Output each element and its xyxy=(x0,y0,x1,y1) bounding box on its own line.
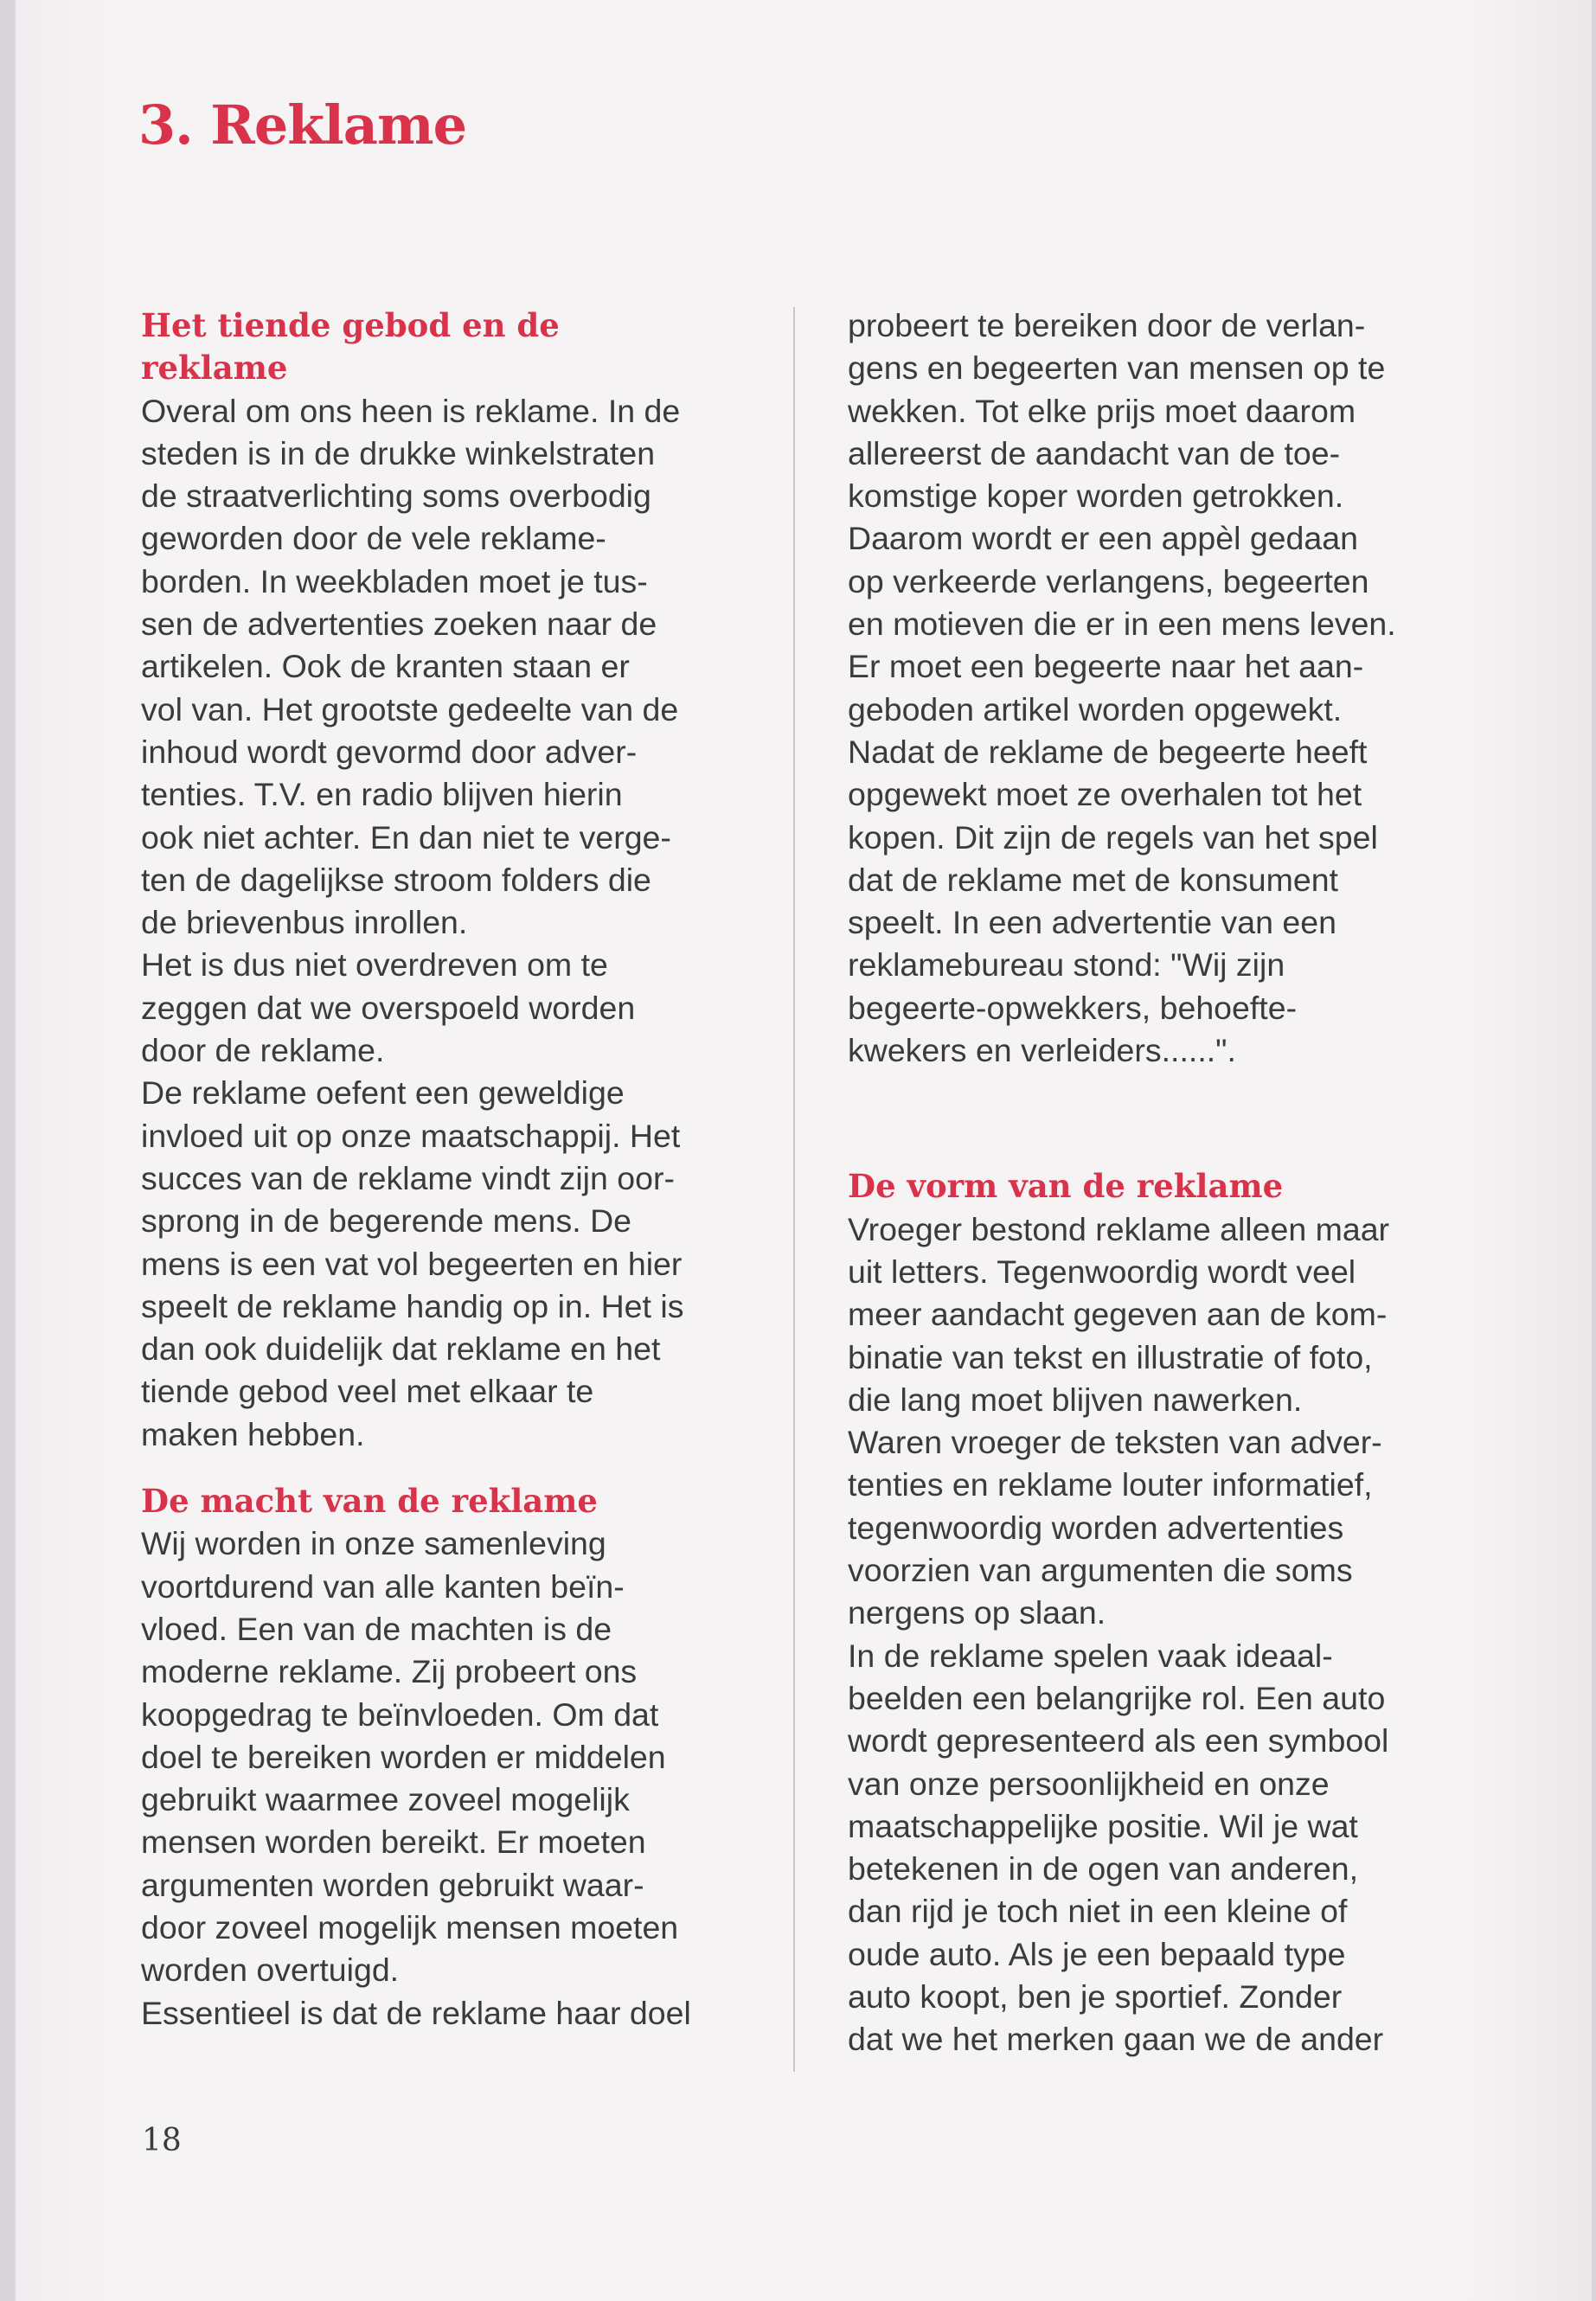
text-line: worden overtuigd. xyxy=(141,1952,400,1989)
text-line: dat we het merken gaan we de ander xyxy=(848,2021,1384,2058)
text-line: argumenten worden gebruikt waar- xyxy=(141,1866,644,1903)
text-line: mensen worden bereikt. Er moeten xyxy=(141,1823,646,1861)
section-body-vorm xyxy=(848,1208,1492,2061)
text-line: betekenen in de ogen van anderen, xyxy=(848,1850,1359,1888)
text-line: beelden een belangrijke rol. Een auto xyxy=(848,1679,1386,1716)
text-line: dan rijd je toch niet in een kleine of xyxy=(848,1893,1348,1930)
left-column xyxy=(141,304,779,2035)
text-line: uit letters. Tegenwoordig wordt veel xyxy=(848,1253,1356,1290)
text-line: die lang moet blijven nawerken. xyxy=(848,1381,1303,1418)
section-heading-vorm: De vorm van de reklame xyxy=(848,1167,1284,1206)
text-line: en motieven die er in een mens leven. xyxy=(848,606,1396,643)
section-body-tiende-gebod xyxy=(141,390,779,1456)
text-line: geboden artikel worden opgewekt. xyxy=(848,690,1343,727)
text-line: speelt de reklame handig op in. Het is xyxy=(141,1287,684,1324)
text-line: borden. In weekbladen moet je tus- xyxy=(141,562,648,599)
text-line: allereerst de aandacht van de toe- xyxy=(848,434,1341,471)
text-line: speelt. In een advertentie van een xyxy=(848,904,1336,941)
text-line: opgewekt moet ze overhalen tot het xyxy=(848,776,1362,813)
text-line: tiende gebod veel met elkaar te xyxy=(141,1373,594,1410)
heading-line: Het tiende gebod en de xyxy=(141,306,560,344)
chapter-title: 3. Reklame xyxy=(138,93,467,157)
text-line: komstige koper worden getrokken. xyxy=(848,478,1344,515)
text-line: Vroeger bestond reklame alleen maar xyxy=(848,1210,1390,1247)
text-line: steden is in de drukke winkelstraten xyxy=(141,434,656,471)
text-line: Daarom wordt er een appèl gedaan xyxy=(848,520,1358,557)
text-line: meer aandacht gegeven aan de kom- xyxy=(848,1296,1388,1333)
text-line: dat de reklame met de konsument xyxy=(848,861,1338,898)
section-body-macht-continued xyxy=(848,304,1492,1072)
text-line: voortdurend van alle kanten beïn- xyxy=(141,1567,625,1605)
page-number: 18 xyxy=(142,2123,182,2158)
section-spacer xyxy=(141,1456,779,1480)
text-line: zeggen dat we overspoeld worden xyxy=(141,989,636,1026)
text-line: auto koopt, ben je sportief. Zonder xyxy=(848,1977,1343,2015)
text-line: Overal om ons heen is reklame. In de xyxy=(141,392,681,429)
text-line: wekken. Tot elke prijs moet daarom xyxy=(848,392,1356,429)
text-line: binatie van tekst en illustratie of foto, xyxy=(848,1338,1373,1375)
text-line: Het is dus niet overdreven om te xyxy=(141,946,608,984)
text-line: de straatverlichting soms overbodig xyxy=(141,478,651,515)
text-line: door de reklame. xyxy=(141,1032,385,1069)
book-page xyxy=(16,0,1592,2301)
text-line: Waren vroeger de teksten van adver- xyxy=(848,1424,1382,1461)
text-line: artikelen. Ook de kranten staan er xyxy=(141,648,630,685)
text-line: ten de dagelijkse stroom folders die xyxy=(141,861,651,898)
text-line: voorzien van argumenten die soms xyxy=(848,1552,1353,1589)
text-line: De reklame oefent een geweldige xyxy=(141,1074,625,1112)
text-line: kopen. Dit zijn de regels van het spel xyxy=(848,818,1378,856)
text-line: Nadat de reklame de begeerte heeft xyxy=(848,733,1368,770)
text-line: vol van. Het grootste gedeelte van de xyxy=(141,690,679,727)
text-line: sen de advertenties zoeken naar de xyxy=(141,606,657,643)
section-spacer xyxy=(848,1072,1492,1165)
text-line: kwekers en verleiders......". xyxy=(848,1032,1236,1069)
text-line: op verkeerde verlangens, begeerten xyxy=(848,562,1369,599)
column-divider xyxy=(793,307,795,2072)
text-line: de brievenbus inrollen. xyxy=(141,904,468,941)
text-line: dan ook duidelijk dat reklame en het xyxy=(141,1330,661,1368)
text-line: Er moet een begeerte naar het aan- xyxy=(848,648,1364,685)
text-line: invloed uit op onze maatschappij. Het xyxy=(141,1117,681,1154)
text-line: inhoud wordt gevormd door adver- xyxy=(141,733,638,770)
text-line: gens en begeerten van mensen op te xyxy=(848,349,1386,387)
text-line: geworden door de vele reklame- xyxy=(141,520,606,557)
section-heading-macht: De macht van de reklame xyxy=(141,1482,598,1521)
text-line: door zoveel mogelijk mensen moeten xyxy=(141,1908,679,1945)
text-line: tenties. T.V. en radio blijven hierin xyxy=(141,776,623,813)
text-line: koopgedrag te beïnvloeden. Om dat xyxy=(141,1695,659,1733)
right-column xyxy=(848,304,1492,2061)
heading-line: reklame xyxy=(141,349,288,388)
text-line: oude auto. Als je een bepaald type xyxy=(848,1935,1346,1972)
text-line: wordt gepresenteerd als een symbool xyxy=(848,1722,1389,1759)
text-line: vloed. Een van de machten is de xyxy=(141,1610,612,1647)
text-line: maken hebben. xyxy=(141,1415,365,1452)
text-line: begeerte-opwekkers, behoefte- xyxy=(848,989,1298,1026)
text-line: In de reklame spelen vaak ideaal- xyxy=(848,1637,1333,1674)
text-line: Wij worden in onze samenleving xyxy=(141,1525,606,1562)
text-line: sprong in de begerende mens. De xyxy=(141,1202,632,1240)
text-line: nergens op slaan. xyxy=(848,1594,1106,1631)
text-line: gebruikt waarmee zoveel mogelijk xyxy=(141,1781,630,1818)
text-line: moderne reklame. Zij probeert ons xyxy=(141,1653,638,1690)
text-line: probeert te bereiken door de verlan- xyxy=(848,307,1366,343)
text-line: maatschappelijke positie. Wil je wat xyxy=(848,1807,1358,1844)
text-line: succes van de reklame vindt zijn oor- xyxy=(141,1159,675,1196)
section-body-macht xyxy=(141,1522,779,2035)
text-line: Essentieel is dat de reklame haar doel xyxy=(141,1994,691,2031)
text-line: van onze persoonlijkheid en onze xyxy=(848,1765,1330,1802)
section-heading-tiende-gebod xyxy=(141,304,779,390)
text-line: tegenwoordig worden advertenties xyxy=(848,1509,1344,1546)
text-line: reklamebureau stond: "Wij zijn xyxy=(848,946,1285,984)
text-line: mens is een vat vol begeerten en hier xyxy=(141,1245,683,1282)
text-line: tenties en reklame louter informatief, xyxy=(848,1466,1373,1503)
text-line: doel te bereiken worden er middelen xyxy=(141,1738,666,1775)
text-line: ook niet achter. En dan niet te verge- xyxy=(141,818,671,856)
